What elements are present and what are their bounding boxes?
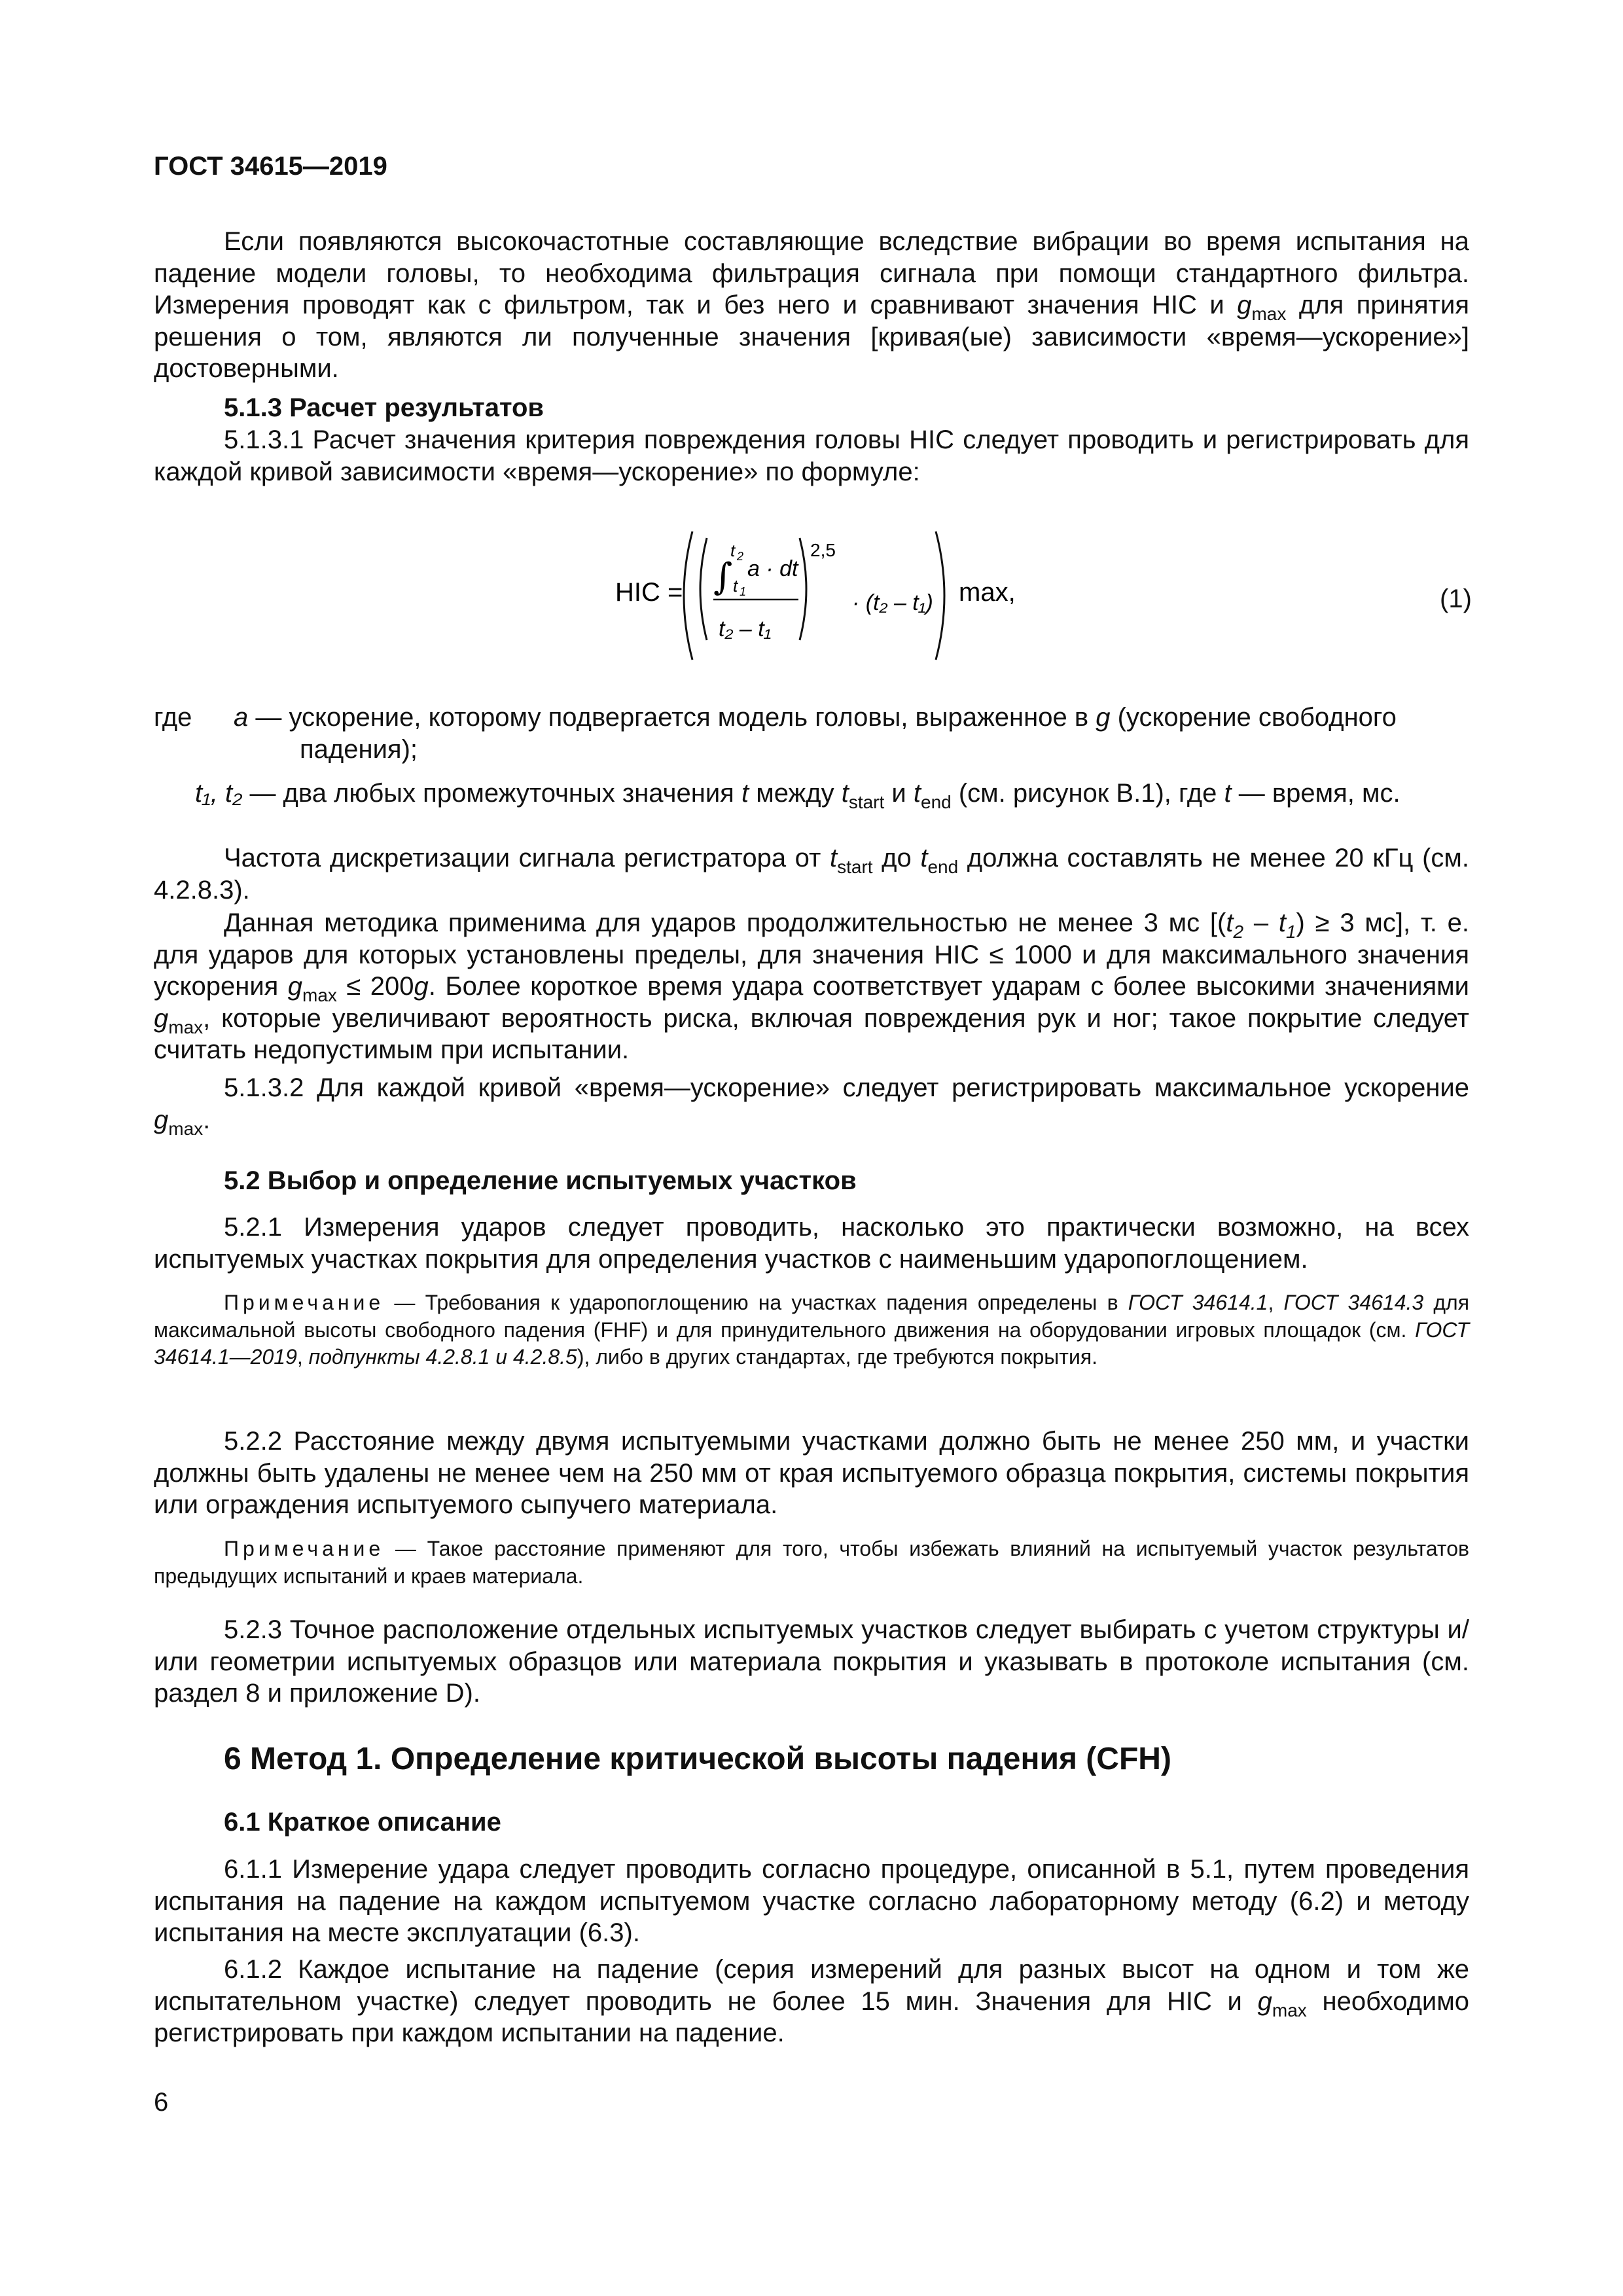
formula-max: max, (959, 578, 1016, 607)
formula-lhs: HIC = (615, 578, 683, 607)
text: 6.1.2 Каждое испытание на падение (серия измерений для разных высот на одном и том же испытательном участке) следует проводить не более 15 мин. Значения для HIC и (154, 1955, 1469, 2016)
symbol-g: g (287, 972, 303, 1001)
paragraph-5-2-2: 5.2.2 Расстояние между двумя испытуемыми участками должно быть не менее 250 мм, и участки должны быть удалены не менее чем на 250 мм от края испытуемого образца покрытия, системы покрытия или ограждения испытуемого сыпучего материала. (154, 1427, 1469, 1519)
integrand: a · dt (747, 556, 798, 581)
subscript-end: end (921, 791, 952, 812)
hic-formula (602, 524, 1060, 668)
symbol-g: g (1237, 291, 1252, 319)
symbol-t: t (841, 779, 849, 808)
subscript-start: start (837, 856, 873, 877)
subscript-max: max (1272, 2000, 1307, 2020)
text: . Более короткое время удара соответствует ударам с более высокими значениями (428, 972, 1469, 1001)
text: и (884, 779, 914, 808)
where-label: где (154, 703, 192, 732)
symbol-g: g (1096, 703, 1111, 732)
paragraph-5-2-1: 5.2.1 Измерения ударов следует проводить, насколько это практически возможно, на всех испытуемых участках покрытия для определения участков с наименьшим ударопоглощением. (154, 1213, 1469, 1274)
paragraph-6-1-2 (154, 1954, 1469, 2049)
text: , которые увеличивают вероятность риска, включая повреждения рук и ног; такое покрытие следует считать недопустимым при испытании. (154, 1003, 1469, 1064)
symbol-t1: $t_1$ (1278, 908, 1296, 942)
subscript-max: max (168, 1118, 204, 1139)
where-t (195, 778, 1469, 810)
inner-left-paren (700, 538, 707, 640)
lower-limit-sub: 1 (740, 585, 747, 598)
symbol-g: g (154, 1003, 169, 1033)
symbol-g: g (154, 1105, 169, 1134)
upper-limit-sub: 2 (737, 550, 744, 563)
outer-right-paren (936, 531, 944, 660)
symbol-g: g (414, 972, 429, 1001)
paragraph-6-1-1: 6.1.1 Измерение удара следует проводить согласно процедуре, описанной в 5.1, путем проведения испытания на падение на каждом испытуемом участке согласно лабораторному методу (6.2) и методу испытания на месте эксплуатации (6.3). (154, 1855, 1469, 1947)
section-heading-5-2: 5.2 Выбор и определение испытуемых участков (224, 1166, 857, 1195)
paragraph-5-1-3-1: 5.1.3.1 Расчет значения критерия повреждения головы HIC следует проводить и регистрировать для каждой кривой зависимости «время—ускорение» по формуле: (154, 425, 1469, 486)
time-factor: · (t₂ – t₁) (852, 590, 933, 615)
symbol-a: a (234, 703, 249, 732)
integral-sign: ∫ (713, 556, 733, 598)
ref-gost-34614-3: ГОСТ 34614.3 (1283, 1291, 1424, 1314)
page-number: 6 (154, 2088, 169, 2117)
text: ≤ 200 (336, 972, 414, 1001)
formula-number: (1) (1440, 584, 1472, 613)
text: между (749, 779, 842, 808)
text: , (1268, 1291, 1284, 1314)
subscript-end: end (927, 856, 959, 877)
note-label: Примечание (224, 1537, 385, 1560)
text: (ускорение свободного (1110, 703, 1397, 732)
text: Частота дискретизации сигнала регистратора от (224, 844, 830, 872)
ref-subclauses: подпункты 4.2.8.1 и 4.2.8.5 (308, 1345, 577, 1369)
lower-limit: t (733, 576, 738, 596)
symbol-t: t (920, 844, 928, 872)
text: для принятия решения о том, являются ли полученные значения [кривая(ые) зависимости «время—ускорение»] достоверными. (154, 291, 1469, 383)
where-a-cont: падения); (300, 735, 418, 764)
note-distance (154, 1535, 1469, 1590)
text: до (872, 844, 921, 872)
subscript-max: max (168, 1016, 204, 1037)
text: ), либо в других стандартах, где требуются покрытия. (577, 1345, 1098, 1369)
section-heading-6: 6 Метод 1. Определение критической высоты падения (CFH) (224, 1742, 1171, 1776)
symbol-t: t (829, 844, 838, 872)
subscript-max: max (1251, 303, 1287, 324)
text: — Требования к ударопоглощению на участках падения определены в (384, 1291, 1128, 1314)
ref-gost-34614-1-2019: ГОСТ 34614.1—2019 (154, 1318, 1469, 1369)
upper-limit: t (730, 541, 736, 560)
denominator: t₂ – t₁ (719, 617, 772, 641)
text: (см. рисунок В.1), где (951, 779, 1224, 808)
text: для максимальной высоты свободного падения (FHF) и для принудительного движения на оборудовании игровых площадок (см. (154, 1291, 1470, 1342)
text: — ускорение, которому подвергается модель головы, выраженное в (248, 703, 1096, 732)
symbol-t: t (913, 779, 921, 808)
note-shock-absorption (154, 1289, 1469, 1371)
text: — время, мс. (1231, 779, 1400, 808)
paragraph-sampling-frequency (154, 842, 1469, 906)
text: Если появляются высокочастотные составляющие вследствие вибрации во время испытания на падение модели головы, то необходима фильтрация сигнала при помощи стандартного фильтра. Измерения проводят как с фильтром, так и без него и сравнивают значения HIC и (154, 227, 1469, 319)
section-heading-5-1-3: 5.1.3 Расчет результатов (224, 393, 544, 422)
ref-gost-34614-1: ГОСТ 34614.1 (1128, 1291, 1268, 1314)
text: Данная методика применима для ударов продолжительностью не менее 3 мс [( (224, 908, 1226, 937)
text: необходимо регистрировать при каждом испытании на падение. (154, 1986, 1470, 2047)
inner-right-paren (800, 538, 806, 640)
document-header: ГОСТ 34615—2019 (154, 152, 387, 181)
paragraph-5-2-3: 5.2.3 Точное расположение отдельных испытуемых участков следует выбирать с учетом структуры и/или геометрии испытуемых образцов или материала покрытия и указывать в протоколе испытания (см. раздел 8 и приложение D). (154, 1615, 1469, 1708)
symbol-t2: $t_2$ (1226, 908, 1244, 942)
outer-left-paren (684, 531, 692, 660)
subscript-start: start (848, 791, 885, 812)
text: — два любых промежуточных значения (242, 779, 741, 808)
text: ) ≥ 3 мс], т. е. для ударов для которых установлены пределы, для значения HIC ≤ 1000 и для максимального значения ускорения (154, 908, 1470, 1001)
symbol-t1-t2: t₁, t₂ (195, 779, 243, 808)
symbol-t: t (741, 779, 749, 808)
text: , (296, 1345, 309, 1369)
paragraph-method-applicability (154, 907, 1469, 1066)
where-a (234, 702, 1469, 734)
text: — Такое расстояние применяют для того, чтобы избежать влияний на испытуемый участок результатов предыдущих испытаний и краев материала. (154, 1537, 1469, 1588)
subscript-max: max (302, 984, 337, 1005)
text: – (1243, 908, 1279, 937)
exponent: 2,5 (810, 540, 836, 560)
section-heading-6-1: 6.1 Краткое описание (224, 1808, 501, 1837)
paragraph-5-1-3-2: 5.1.3.2 Для каждой кривой «время—ускорение» следует регистрировать максимальное ускорение $g_{max}$. (154, 1073, 1469, 1139)
note-label: Примечание (224, 1291, 385, 1314)
symbol-g: g (1257, 1986, 1272, 2016)
text: 5.1.3.2 Для каждой кривой «время—ускорение» следует регистрировать максимальное ускорение (224, 1073, 1469, 1102)
text: должна составлять не менее 20 кГц (см. 4.2.8.3). (154, 844, 1469, 905)
symbol-t: t (1224, 779, 1232, 808)
paragraph-filtering (154, 226, 1469, 385)
